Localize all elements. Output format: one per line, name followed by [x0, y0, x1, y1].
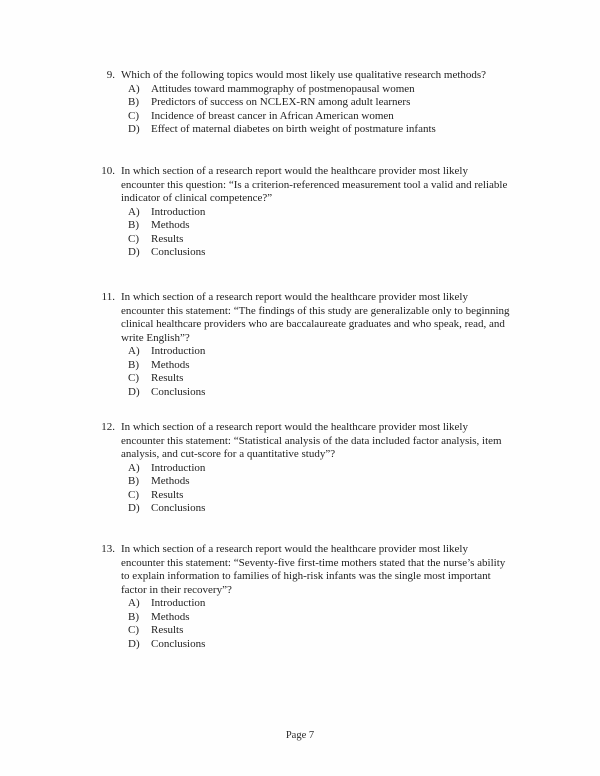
question-text-line: encounter this statement: “The findings of this study are generalizable only to beginning — [121, 304, 510, 317]
question-number: 12. — [101, 421, 115, 433]
option-text: Conclusions — [151, 502, 206, 514]
question-first-line — [95, 543, 565, 557]
question-text-line: Which of the following topics would most likely use qualitative research methods? — [121, 69, 487, 81]
question-first-line — [95, 165, 565, 179]
option-text: Results — [151, 232, 184, 245]
question-text-line: indicator of clinical competence?” — [121, 192, 273, 204]
option-text: Conclusions — [151, 246, 206, 258]
option-letter: D) — [128, 246, 140, 258]
option-letter: C) — [128, 372, 139, 384]
option-text: Results — [151, 624, 184, 636]
option-letter: B) — [128, 358, 139, 371]
option-row — [95, 359, 565, 373]
question-first-line — [95, 421, 565, 435]
option-text: Methods — [151, 358, 190, 371]
question-text-line: write English”? — [121, 331, 190, 344]
question-text-line: encounter this statement: “Statistical analysis of the data included factor analysis, item — [121, 434, 502, 447]
question-block — [95, 69, 565, 137]
option-letter: B) — [128, 475, 139, 487]
option-text: Results — [151, 372, 184, 384]
option-letter: A) — [128, 461, 140, 474]
question-block — [95, 543, 565, 651]
option-row — [95, 233, 565, 247]
option-row — [95, 638, 565, 652]
question-first-line — [95, 291, 565, 305]
option-text: Introduction — [151, 205, 206, 218]
question-number: 13. — [101, 543, 115, 555]
option-row — [95, 462, 565, 476]
option-text: Results — [151, 488, 184, 501]
question-number: 9. — [106, 69, 115, 81]
question-block — [95, 291, 565, 399]
option-letter: D) — [128, 385, 140, 398]
question-text-line: In which section of a research report would the healthcare provider most likely — [121, 421, 468, 433]
option-row — [95, 96, 565, 110]
question-text-line: factor in their recovery”? — [121, 583, 232, 596]
option-row — [95, 83, 565, 97]
option-row — [95, 611, 565, 625]
option-letter: D) — [128, 502, 140, 514]
option-text: Incidence of breast cancer in African American women — [151, 109, 394, 122]
option-letter: B) — [128, 610, 139, 623]
option-letter: C) — [128, 232, 139, 245]
option-row — [95, 489, 565, 503]
option-letter: C) — [128, 109, 139, 122]
option-row — [95, 502, 565, 516]
option-text: Introduction — [151, 597, 206, 609]
option-letter: A) — [128, 597, 140, 609]
option-row — [95, 372, 565, 386]
option-row — [95, 206, 565, 220]
question-text-line: encounter this statement: “Seventy-five first-time mothers stated that the nurse’s ability — [121, 556, 506, 569]
question-text-line: In which section of a research report would the healthcare provider most likely — [121, 291, 468, 303]
option-letter: C) — [128, 488, 139, 501]
question-text-line: encounter this question: “Is a criterion-referenced measurement tool a valid and reliable — [121, 178, 508, 191]
option-row — [95, 123, 565, 137]
option-text: Conclusions — [151, 637, 206, 650]
option-row — [95, 219, 565, 233]
option-text: Introduction — [151, 345, 206, 357]
option-text: Attitudes toward mammography of postmenopausal women — [151, 82, 415, 95]
option-text: Methods — [151, 219, 190, 231]
option-letter: B) — [128, 96, 139, 108]
option-text: Introduction — [151, 461, 206, 474]
option-text: Conclusions — [151, 385, 206, 398]
option-letter: D) — [128, 637, 140, 650]
option-row — [95, 246, 565, 260]
question-number: 10. — [101, 165, 115, 177]
question-first-line — [95, 69, 565, 83]
option-row — [95, 345, 565, 359]
question-number: 11. — [101, 291, 115, 303]
option-text: Predictors of success on NCLEX-RN among adult learners — [151, 96, 411, 108]
question-text-line: In which section of a research report would the healthcare provider most likely — [121, 543, 468, 555]
page-number: Page 7 — [285, 730, 315, 741]
option-letter: D) — [128, 123, 140, 135]
question-block — [95, 165, 565, 260]
option-letter: C) — [128, 624, 139, 636]
question-text-line: analysis, and cut-score for a quantitative study”? — [121, 448, 336, 460]
option-letter: A) — [128, 82, 140, 95]
option-text: Effect of maternal diabetes on birth weight of postmature infants — [151, 123, 436, 135]
option-row — [95, 597, 565, 611]
option-letter: A) — [128, 345, 140, 357]
option-row — [95, 110, 565, 124]
option-row — [95, 386, 565, 400]
option-letter: A) — [128, 205, 140, 218]
question-text-line: clinical healthcare providers who are baccalaureate graduates and who speak, read, and — [121, 318, 505, 330]
question-text-line: In which section of a research report would the healthcare provider most likely — [121, 165, 468, 177]
option-row — [95, 475, 565, 489]
option-text: Methods — [151, 475, 190, 487]
option-text: Methods — [151, 610, 190, 623]
question-text-line: to explain information to families of high-risk infants was the single most important — [121, 570, 491, 582]
option-row — [95, 624, 565, 638]
question-block — [95, 421, 565, 516]
option-letter: B) — [128, 219, 139, 231]
